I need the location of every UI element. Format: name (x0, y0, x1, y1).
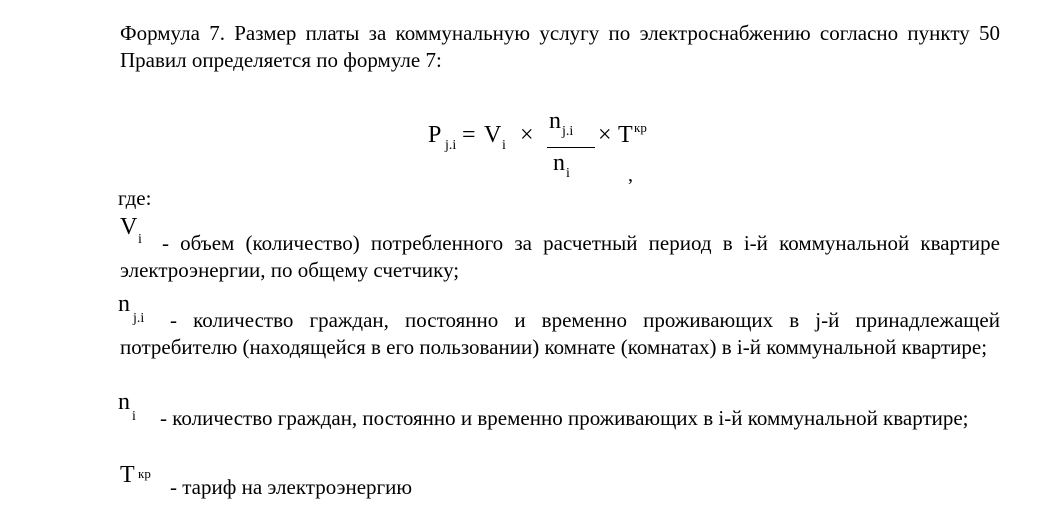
fraction-numerator: n j.i (549, 108, 574, 139)
definition-symbol-subscript: i (138, 232, 142, 247)
definition-symbol-subscript: j.i (133, 311, 145, 326)
definition-symbol: n i (118, 389, 130, 416)
definition-v-i (120, 214, 1000, 284)
formula-t-superscript: кр (634, 120, 647, 135)
definition-text: - количество граждан, постоянно и временно проживающих в i-й коммунальной квартире; (160, 406, 969, 430)
definition-symbol: V i (120, 214, 137, 241)
numerator-subscript: j.i (562, 124, 574, 139)
definition-symbol: n j.i (118, 291, 130, 318)
definition-text: - объем (количество) потребленного за расчетный период в i-й коммунальной квартире электроэнергии, по общему счетчику; (120, 231, 1000, 282)
definition-symbol-subscript: i (132, 409, 136, 424)
formula-p: P j.i (428, 122, 457, 153)
denominator-subscript: i (566, 166, 570, 181)
fraction-bar (547, 147, 595, 148)
formula-t: T кр (618, 120, 647, 148)
definition-text: - тариф на электроэнергию (170, 475, 413, 499)
definition-symbol-superscript: кр (138, 466, 151, 481)
formula-comma: , (628, 164, 633, 186)
definition-n-j-i (118, 291, 1000, 361)
formula-7 (428, 108, 678, 186)
definition-symbol: T кр (120, 462, 151, 488)
definition-t-kr (120, 462, 1000, 501)
formula-p-subscript: j.i (445, 138, 457, 153)
formula-times-2: × (598, 122, 612, 148)
definition-n-i (118, 389, 1000, 432)
definition-text: - количество граждан, постоянно и временно проживающих в j-й принадлежащей потребителю (находящейся в его пользовании) комнате (комнатах) в i-й коммунальной квартире; (120, 308, 1000, 359)
fraction-denominator: n i (553, 150, 570, 181)
formula-v: V i (484, 122, 506, 153)
formula-equals: = (462, 122, 476, 148)
formula-v-subscript: i (502, 138, 506, 153)
intro-paragraph: Формула 7. Размер платы за коммунальную услугу по электроснабжению согласно пункту 50 Правил определяется по формуле 7: (120, 21, 1000, 72)
where-label: где: (118, 186, 152, 210)
formula-times-1: × (520, 122, 534, 148)
